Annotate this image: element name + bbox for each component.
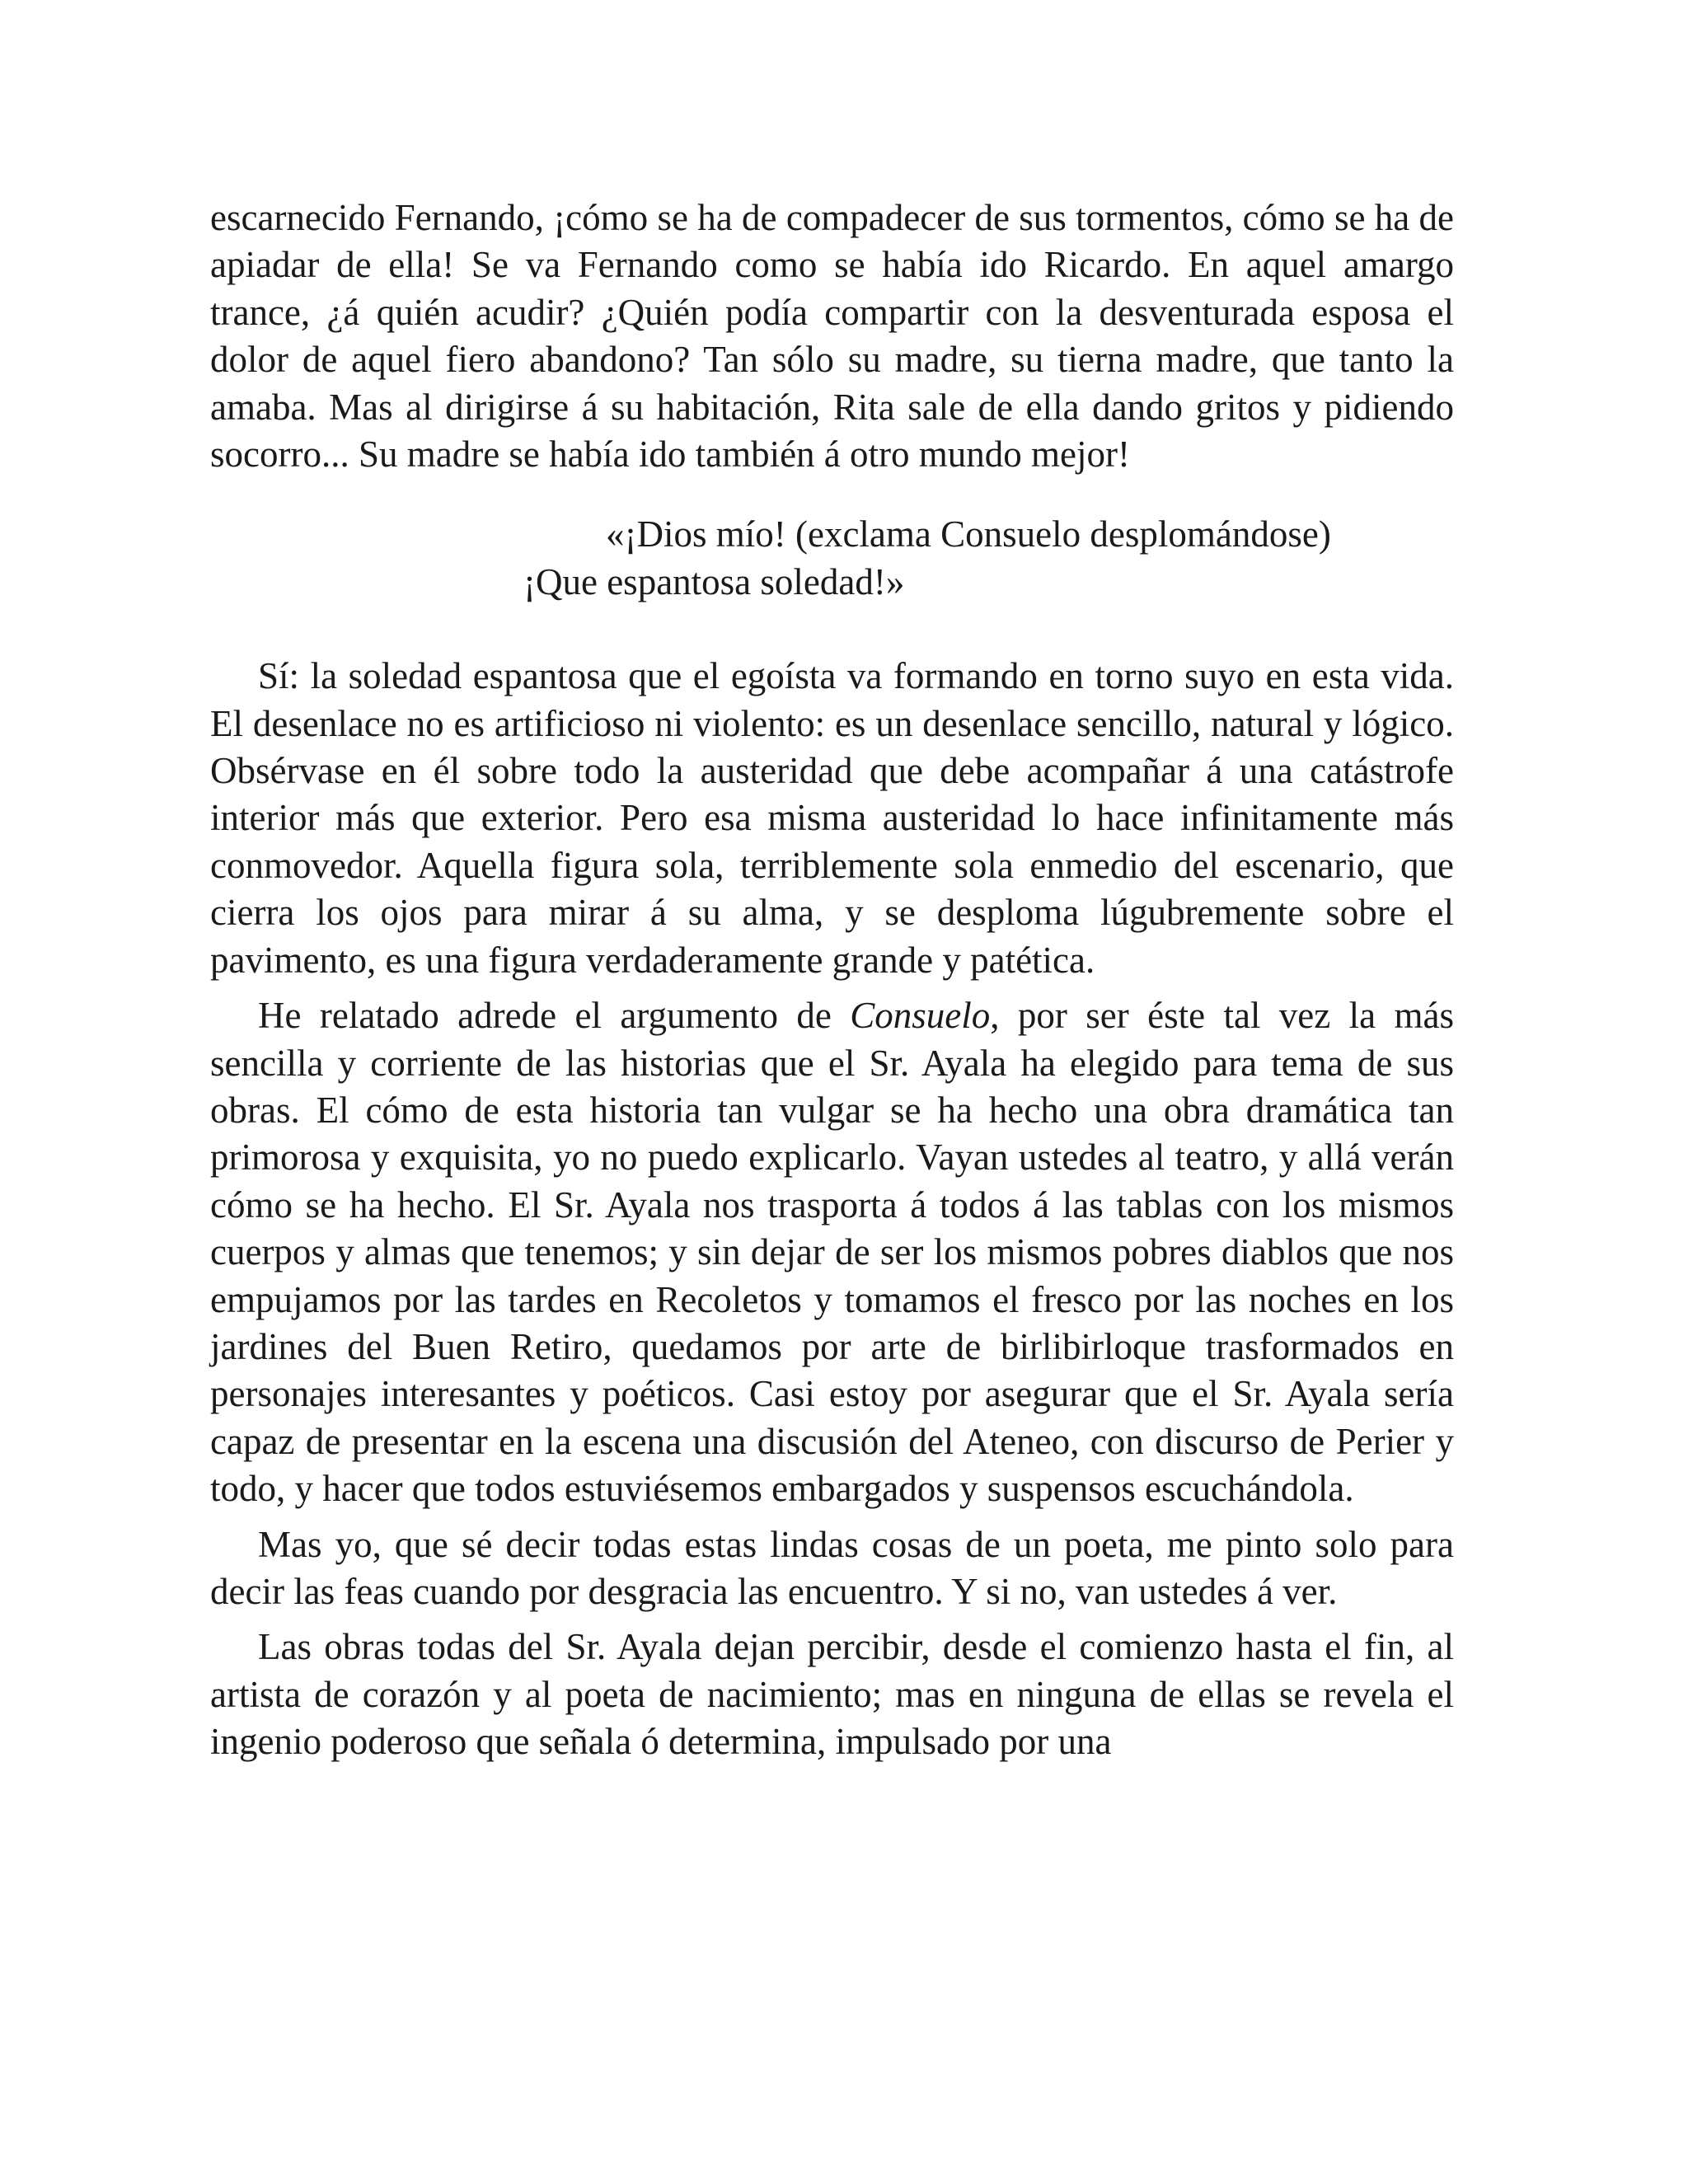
verse-quote	[210, 511, 1454, 606]
work-title-consuelo: Consuelo	[850, 995, 991, 1037]
paragraph-3-rest: , por ser éste tal vez la más sencilla y corriente de las historias que el Sr. Ayala ha elegido para tema de sus obras. El cómo de esta historia tan vulgar se ha hecho una obra dramática tan primorosa y exquisita, yo no puedo explicarlo. Vayan ustedes al teatro, y allá verán cómo se ha hecho. El Sr. Ayala nos trasporta á todos á las tablas con los mismos cuerpos y almas que tenemos; y sin dejar de ser los mismos pobres diablos que nos empujamos por las tardes en Recoletos y tomamos el fresco por las noches en los jardines del Buen Retiro, quedamos por arte de birlibirloque trasformados en personajes interesantes y poéticos. Casi estoy por asegurar que el Sr. Ayala sería capaz de presentar en la escena una discusión del Ateneo, con discurso de Perier y todo, y hacer que todos estuviésemos embargados y suspensos escuchándola.	[210, 995, 1454, 1510]
paragraph-5: Las obras todas del Sr. Ayala dejan percibir, desde el comienzo hasta el fin, al artista de corazón y al poeta de nacimiento; mas en ninguna de ellas se revela el ingenio poderoso que señala ó determina, impulsado por una	[210, 1626, 1454, 1763]
paragraph-1: escarnecido Fernando, ¡cómo se ha de compadecer de sus tormentos, cómo se ha de apiadar de ella! Se va Fernando como se había ido Ricardo. En aquel amargo trance, ¿á quién acudir? ¿Quién podía compartir con la desventurada esposa el dolor de aquel fiero abandono? Tan sólo su madre, su tierna madre, que tanto la amaba. Mas al dirigirse á su habitación, Rita sale de ella dando gritos y pidiendo socorro... Su madre se había ido también á otro mundo mejor!	[210, 197, 1454, 476]
paragraph-3	[210, 992, 1454, 1512]
paragraph-4: Mas yo, que sé decir todas estas lindas cosas de un poeta, me pinto solo para decir las feas cuando por desgracia las encuentro. Y si no, van ustedes á ver.	[210, 1523, 1454, 1612]
verse-line-2: ¡Que espantosa soledad!»	[523, 560, 905, 602]
body-text	[210, 194, 1454, 1766]
paragraph-3-start: He relatado adrede el argumento de	[258, 995, 851, 1037]
verse-line-1: «¡Dios mío! (exclama Consuelo desplomándose)	[606, 513, 1331, 555]
paragraph-2: Sí: la soledad espantosa que el egoísta va formando en torno suyo en esta vida. El desenlace no es artificioso ni violento: es un desenlace sencillo, natural y lógico. Obsérvase en él sobre todo la austeridad que debe acompañar á una catástrofe interior más que exterior. Pero esa misma austeridad lo hace infinitamente más conmovedor. Aquella figura sola, terriblemente sola enmedio del escenario, que cierra los ojos para mirar á su alma, y se desploma lúgubremente sobre el pavimento, es una figura verdaderamente grande y patética.	[210, 655, 1454, 981]
